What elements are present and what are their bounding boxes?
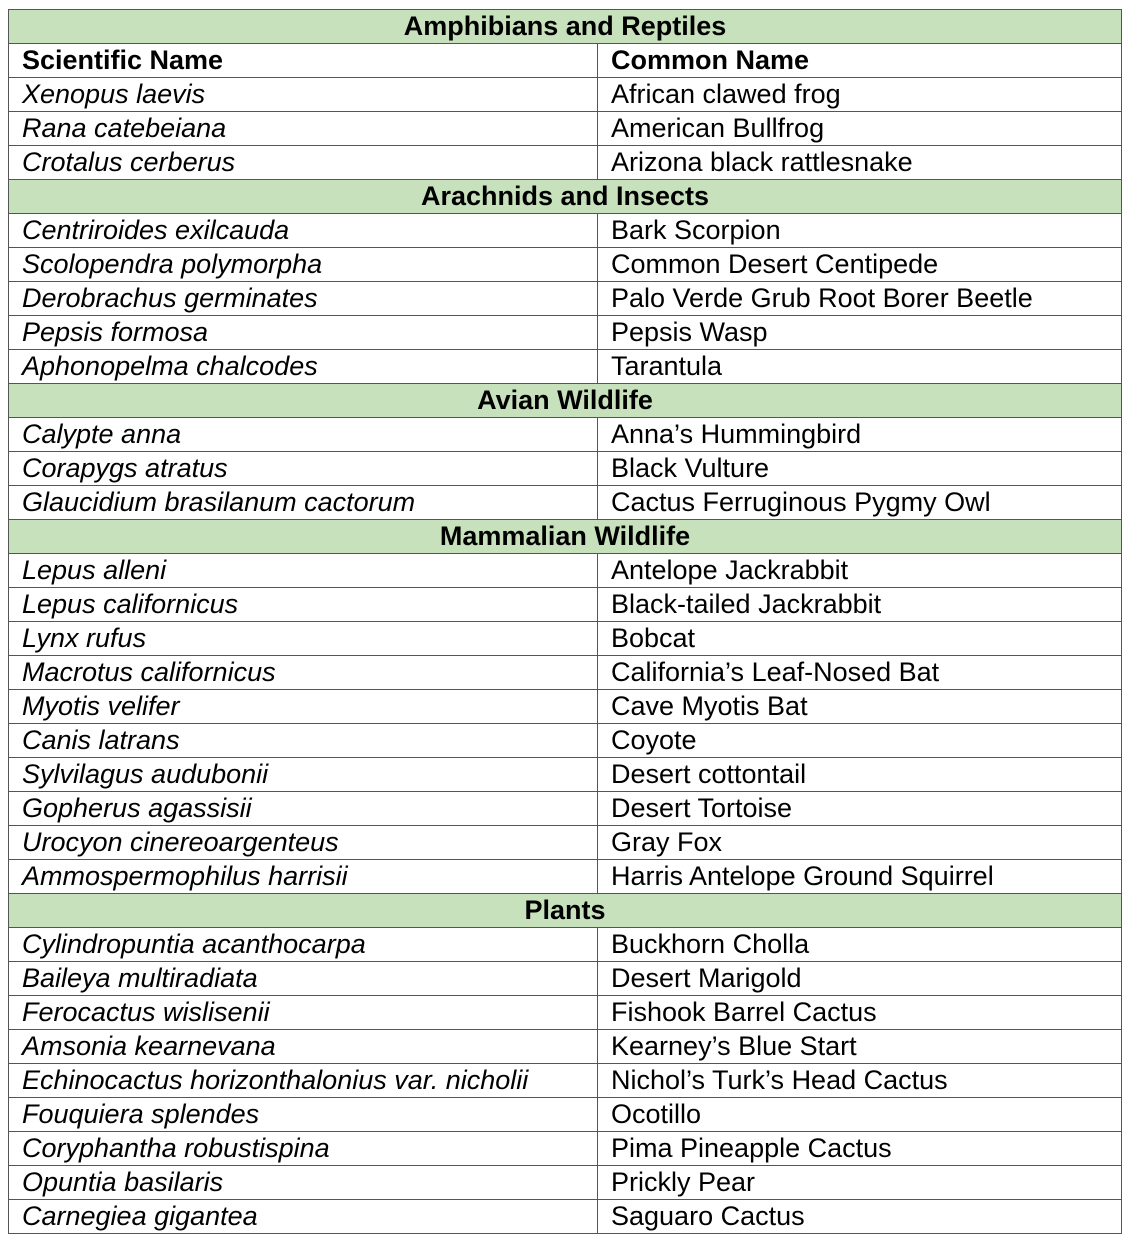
section-title: Plants [9, 894, 1122, 928]
scientific-name-cell: Lepus alleni [9, 554, 598, 588]
table-row [9, 962, 1122, 996]
scientific-name-cell: Lepus californicus [9, 588, 598, 622]
scientific-name-cell: Coryphantha robustispina [9, 1132, 598, 1166]
section-title: Amphibians and Reptiles [9, 10, 1122, 44]
common-name-cell: Desert Tortoise [598, 792, 1122, 826]
table-row [9, 690, 1122, 724]
table-row [9, 486, 1122, 520]
column-header-row [9, 44, 1122, 78]
scientific-name-cell: Cylindropuntia acanthocarpa [9, 928, 598, 962]
common-name-cell: Common Desert Centipede [598, 248, 1122, 282]
scientific-name-cell: Crotalus cerberus [9, 146, 598, 180]
common-name-cell: Saguaro Cactus [598, 1200, 1122, 1234]
table-row [9, 1166, 1122, 1200]
table-row [9, 78, 1122, 112]
table-row [9, 826, 1122, 860]
common-name-cell: Cave Myotis Bat [598, 690, 1122, 724]
common-name-cell: Kearney’s Blue Start [598, 1030, 1122, 1064]
scientific-name-cell: Rana catebeiana [9, 112, 598, 146]
scientific-name-cell: Xenopus laevis [9, 78, 598, 112]
table-row [9, 112, 1122, 146]
common-name-cell: Pepsis Wasp [598, 316, 1122, 350]
table-row [9, 758, 1122, 792]
table-body [9, 10, 1122, 1234]
table-row [9, 1132, 1122, 1166]
scientific-name-cell: Gopherus agassisii [9, 792, 598, 826]
species-table [8, 9, 1122, 1234]
common-name-cell: Desert cottontail [598, 758, 1122, 792]
common-name-cell: Antelope Jackrabbit [598, 554, 1122, 588]
scientific-name-cell: Baileya multiradiata [9, 962, 598, 996]
table-row [9, 1030, 1122, 1064]
scientific-name-cell: Ammospermophilus harrisii [9, 860, 598, 894]
table-row [9, 418, 1122, 452]
scientific-name-cell: Centriroides exilcauda [9, 214, 598, 248]
section-header-row [9, 520, 1122, 554]
section-header-row [9, 384, 1122, 418]
section-header-row [9, 10, 1122, 44]
common-name-cell: American Bullfrog [598, 112, 1122, 146]
scientific-name-cell: Scolopendra polymorpha [9, 248, 598, 282]
table-row [9, 622, 1122, 656]
table-row [9, 928, 1122, 962]
table-row [9, 792, 1122, 826]
common-name-cell: Bobcat [598, 622, 1122, 656]
table-row [9, 146, 1122, 180]
scientific-name-cell: Fouquiera splendes [9, 1098, 598, 1132]
scientific-name-cell: Calypte anna [9, 418, 598, 452]
scientific-name-header: Scientific Name [9, 44, 598, 78]
common-name-cell: Ocotillo [598, 1098, 1122, 1132]
scientific-name-cell: Glaucidium brasilanum cactorum [9, 486, 598, 520]
common-name-header: Common Name [598, 44, 1122, 78]
section-title: Avian Wildlife [9, 384, 1122, 418]
table-row [9, 248, 1122, 282]
section-title: Arachnids and Insects [9, 180, 1122, 214]
scientific-name-cell: Echinocactus horizonthalonius var. nicholii [9, 1064, 598, 1098]
scientific-name-cell: Myotis velifer [9, 690, 598, 724]
scientific-name-cell: Carnegiea gigantea [9, 1200, 598, 1234]
common-name-cell: Coyote [598, 724, 1122, 758]
scientific-name-cell: Aphonopelma chalcodes [9, 350, 598, 384]
table-row [9, 316, 1122, 350]
common-name-cell: Anna’s Hummingbird [598, 418, 1122, 452]
common-name-cell: Nichol’s Turk’s Head Cactus [598, 1064, 1122, 1098]
common-name-cell: Tarantula [598, 350, 1122, 384]
scientific-name-cell: Urocyon cinereoargenteus [9, 826, 598, 860]
table-row [9, 588, 1122, 622]
common-name-cell: Arizona black rattlesnake [598, 146, 1122, 180]
common-name-cell: Black-tailed Jackrabbit [598, 588, 1122, 622]
scientific-name-cell: Canis latrans [9, 724, 598, 758]
common-name-cell: Desert Marigold [598, 962, 1122, 996]
common-name-cell: Bark Scorpion [598, 214, 1122, 248]
table-row [9, 656, 1122, 690]
common-name-cell: Cactus Ferruginous Pygmy Owl [598, 486, 1122, 520]
common-name-cell: Gray Fox [598, 826, 1122, 860]
common-name-cell: Palo Verde Grub Root Borer Beetle [598, 282, 1122, 316]
table-row [9, 1098, 1122, 1132]
scientific-name-cell: Lynx rufus [9, 622, 598, 656]
table-row [9, 1200, 1122, 1234]
table-row [9, 350, 1122, 384]
table-row [9, 860, 1122, 894]
scientific-name-cell: Pepsis formosa [9, 316, 598, 350]
common-name-cell: Pima Pineapple Cactus [598, 1132, 1122, 1166]
scientific-name-cell: Amsonia kearnevana [9, 1030, 598, 1064]
common-name-cell: Buckhorn Cholla [598, 928, 1122, 962]
scientific-name-cell: Sylvilagus audubonii [9, 758, 598, 792]
scientific-name-cell: Ferocactus wislisenii [9, 996, 598, 1030]
table-row [9, 1064, 1122, 1098]
common-name-cell: Fishook Barrel Cactus [598, 996, 1122, 1030]
section-header-row [9, 180, 1122, 214]
common-name-cell: Harris Antelope Ground Squirrel [598, 860, 1122, 894]
table-row [9, 724, 1122, 758]
scientific-name-cell: Macrotus californicus [9, 656, 598, 690]
section-header-row [9, 894, 1122, 928]
table-row [9, 214, 1122, 248]
table-row [9, 554, 1122, 588]
section-title: Mammalian Wildlife [9, 520, 1122, 554]
table-row [9, 996, 1122, 1030]
common-name-cell: Prickly Pear [598, 1166, 1122, 1200]
scientific-name-cell: Derobrachus germinates [9, 282, 598, 316]
scientific-name-cell: Corapygs atratus [9, 452, 598, 486]
common-name-cell: California’s Leaf-Nosed Bat [598, 656, 1122, 690]
common-name-cell: Black Vulture [598, 452, 1122, 486]
table-row [9, 452, 1122, 486]
common-name-cell: African clawed frog [598, 78, 1122, 112]
scientific-name-cell: Opuntia basilaris [9, 1166, 598, 1200]
table-row [9, 282, 1122, 316]
